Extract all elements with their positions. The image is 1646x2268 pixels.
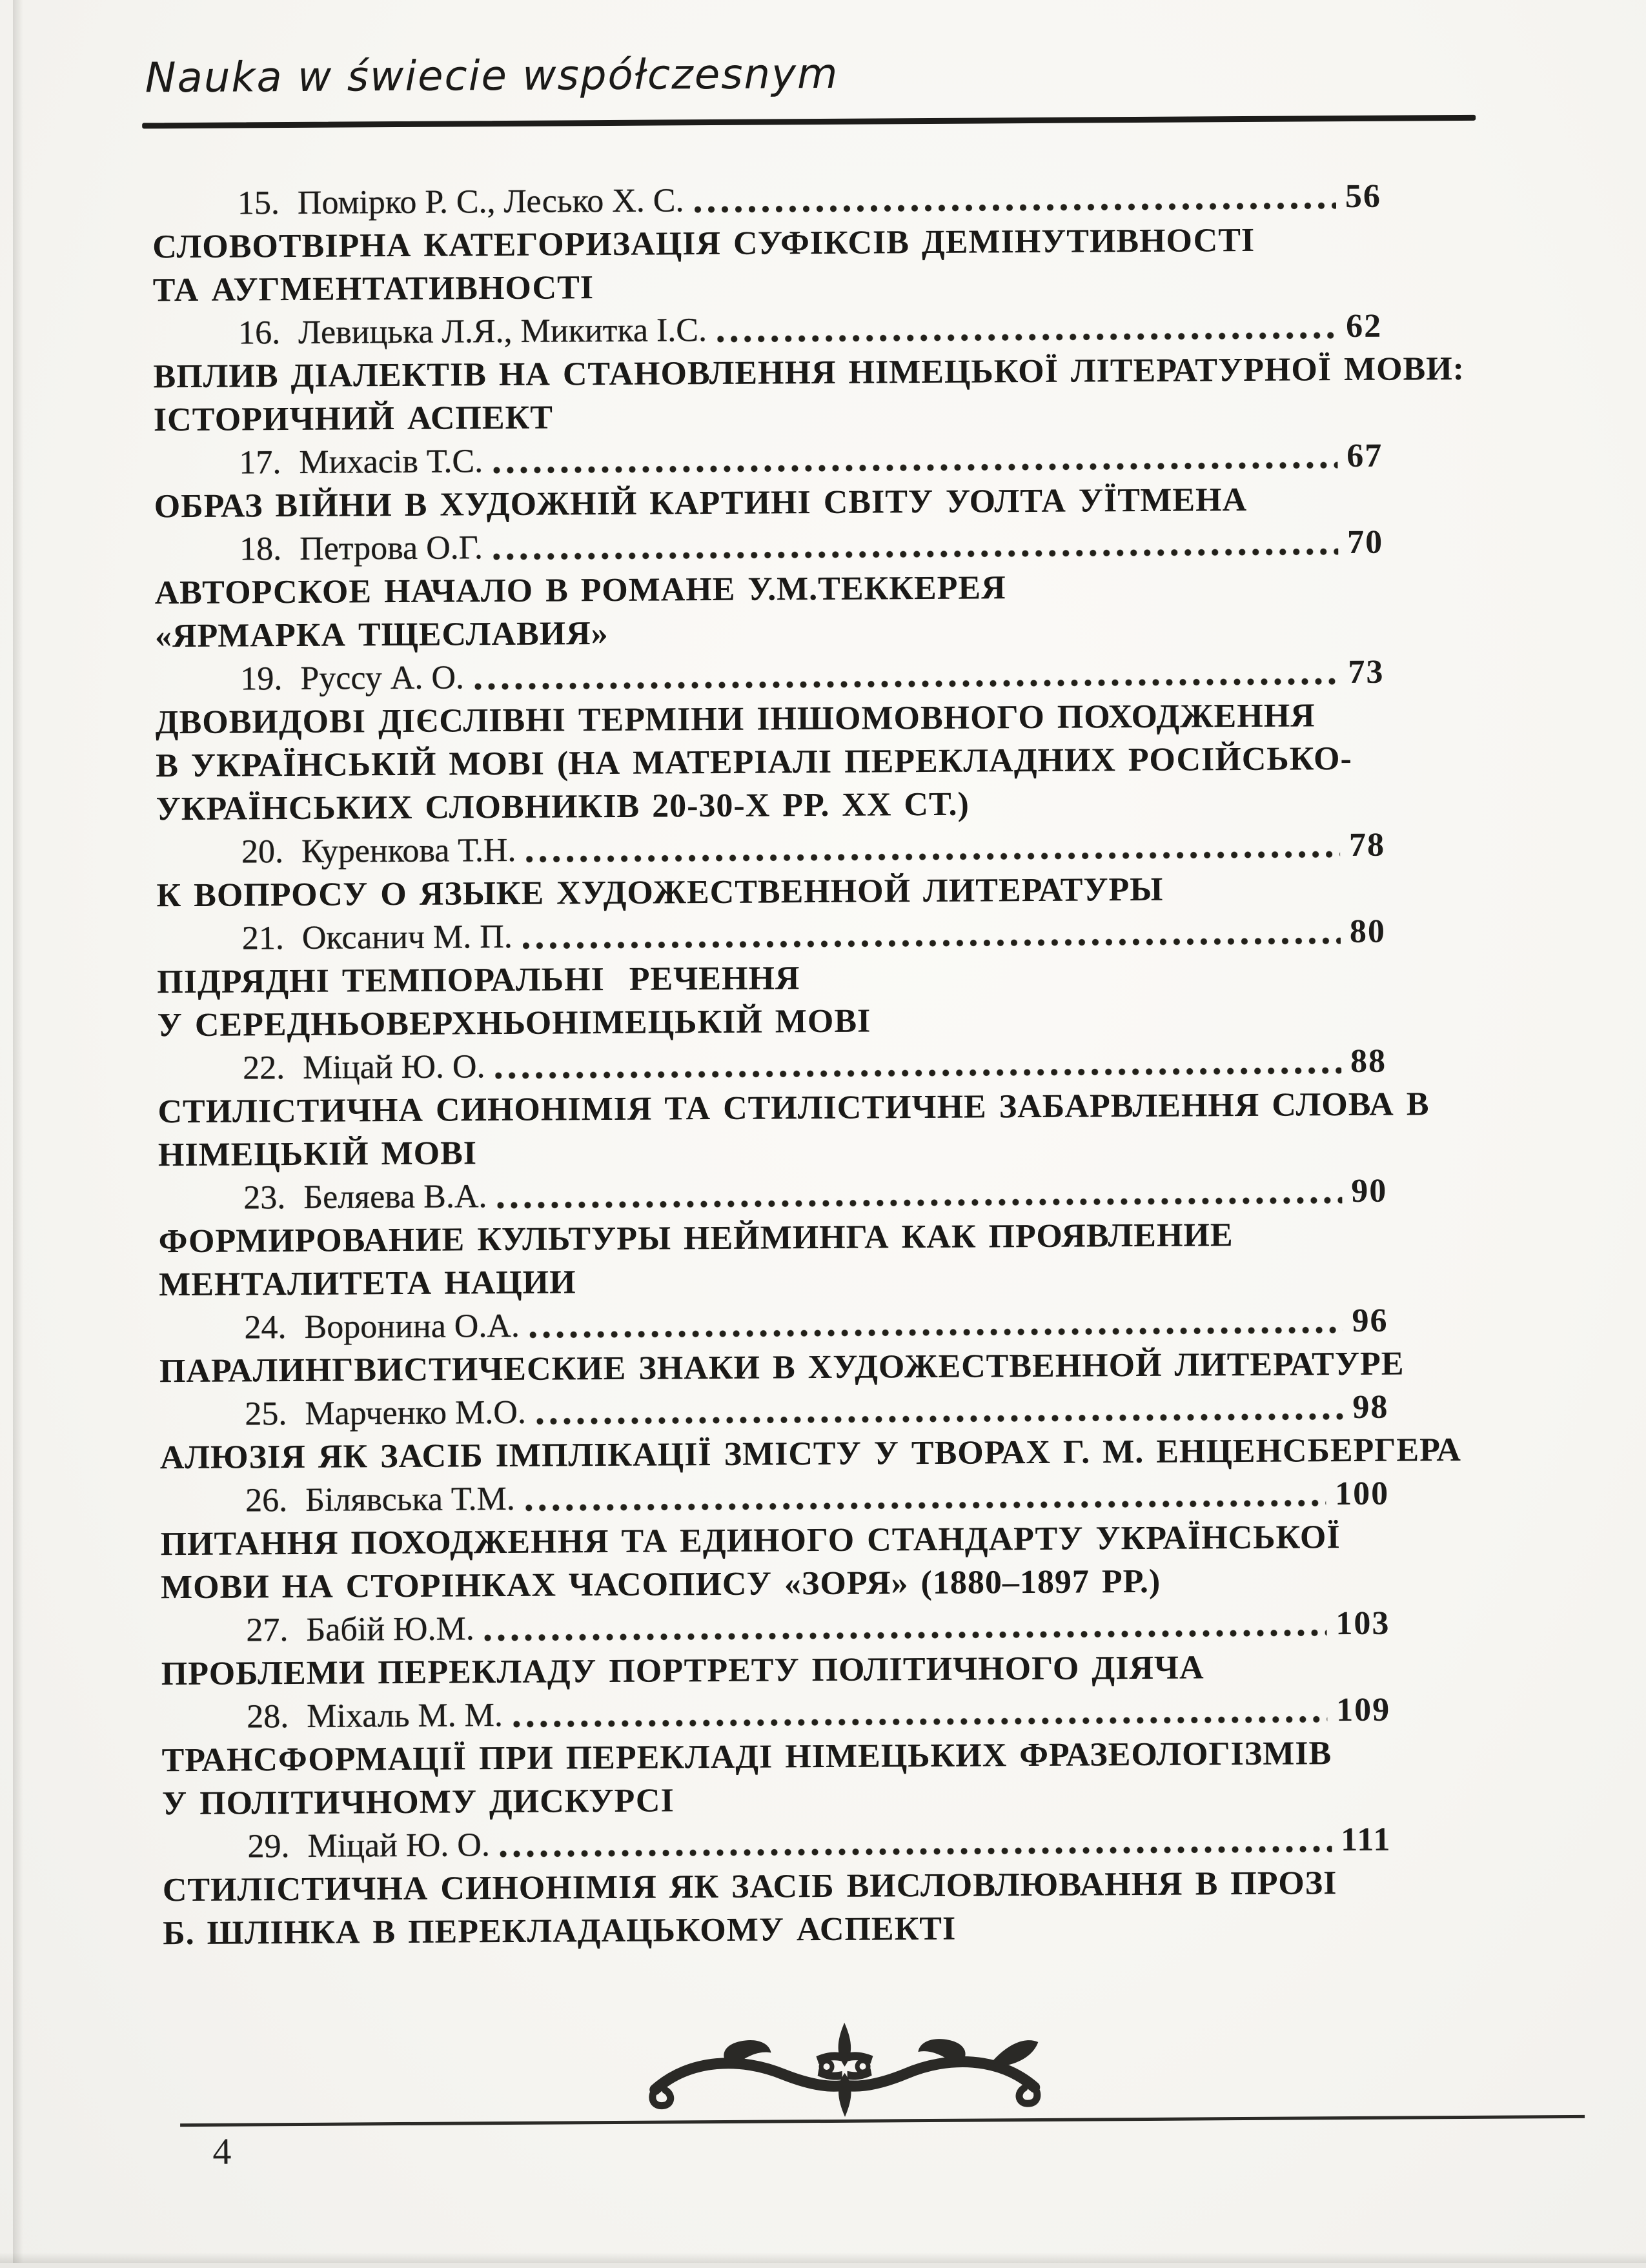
entry-title-line: АЛЮЗІЯ ЯК ЗАСІБ ІМПЛІКАЦІЇ ЗМІСТУ У ТВОРАХ Г. М. ЕНЦЕНСБЕРГЕРА <box>159 1431 1461 1477</box>
toc-entry <box>154 434 1485 529</box>
entry-number: 24. <box>244 1309 287 1346</box>
entry-title-line: У СЕРЕДНЬОВЕРХНЬОНІМЕЦЬКІЙ МОВІ <box>157 1002 871 1044</box>
entry-page-number: 90 <box>1351 1172 1388 1210</box>
entry-page-number: 67 <box>1346 437 1383 475</box>
toc-entry <box>157 1039 1489 1177</box>
entry-page-number: 78 <box>1348 826 1386 864</box>
dot-leader <box>493 461 1337 474</box>
dot-leader <box>513 1715 1327 1728</box>
entry-number: 29. <box>247 1828 290 1865</box>
entry-title-line: «ЯРМАРКА ТЩЕСЛАВИЯ» <box>154 615 609 655</box>
entry-title-line: СЛОВОТВІРНА КАТЕГОРИЗАЦІЯ СУФІКСІВ ДЕМІНУТИВНОСТІ <box>152 221 1255 266</box>
entry-page-number: 98 <box>1352 1388 1389 1426</box>
toc-entry <box>153 304 1485 442</box>
entry-number: 27. <box>246 1612 289 1649</box>
page-number-folio: 4 <box>212 2130 232 2172</box>
entry-title-line: ФОРМИРОВАНИЕ КУЛЬТУРЫ НЕЙМИНГА КАК ПРОЯВЛЕНИЕ <box>158 1217 1234 1261</box>
entry-page-number: 80 <box>1349 913 1387 951</box>
entry-authors: Беляева В.А. <box>303 1178 487 1216</box>
toc-entry <box>159 1299 1490 1393</box>
entry-title-line: МЕНТАЛИТЕТА НАЦИИ <box>158 1264 576 1304</box>
dot-leader <box>695 201 1336 214</box>
entry-page-number: 96 <box>1352 1302 1388 1340</box>
entry-author-row <box>159 1299 1490 1350</box>
entry-title-line: Б. ШЛІНКА В ПЕРЕКЛАДАЦЬКОМУ АСПЕКТІ <box>163 1910 957 1952</box>
entry-page-number: 100 <box>1334 1475 1390 1513</box>
entry-title-line: В УКРАЇНСЬКІЙ МОВІ (НА МАТЕРІАЛІ ПЕРЕКЛАДНИХ РОСІЙСЬКО- <box>156 740 1353 785</box>
toc-entry <box>161 1688 1493 1826</box>
entry-title-line: ПИТАННЯ ПОХОДЖЕННЯ ТА ЕДИНОГО СТАНДАРТУ УКРАЇНСЬКОЇ <box>160 1519 1341 1563</box>
dot-leader <box>536 1412 1344 1426</box>
toc-entry <box>159 1385 1491 1480</box>
entry-number: 20. <box>241 833 284 871</box>
entry-author-row <box>159 1385 1490 1437</box>
entry-author-row <box>157 909 1488 961</box>
entry-title-line: ІСТОРИЧНИЙ АСПЕКТ <box>153 399 554 439</box>
entry-page-number: 56 <box>1345 177 1382 216</box>
entry-page-number: 111 <box>1340 1821 1392 1859</box>
entry-author-row <box>157 1039 1489 1091</box>
entry-title-line: К ВОПРОСУ О ЯЗЫКЕ ХУДОЖЕСТВЕННОЙ ЛИТЕРАТУРЫ <box>156 871 1164 915</box>
toc-entry <box>156 823 1488 918</box>
toc-entry <box>152 174 1484 312</box>
entry-authors: Помірко Р. С., Лесько Х. С. <box>297 182 684 221</box>
entry-title-line: АВТОРСКОЕ НАЧАЛО В РОМАНЕ У.М.ТЕККЕРЕЯ <box>154 569 1006 612</box>
running-header-title: Nauka w świecie współczesnym <box>145 50 839 103</box>
decorative-flourish-ornament <box>631 2020 1058 2120</box>
dot-leader <box>493 547 1338 561</box>
entry-number: 28. <box>247 1698 289 1736</box>
dot-leader <box>474 677 1339 691</box>
entry-authors: Воронина О.А. <box>304 1307 520 1346</box>
entry-authors: Марченко М.О. <box>305 1393 527 1432</box>
entry-authors: Міхаль М. М. <box>307 1697 503 1735</box>
entry-author-row <box>156 823 1487 875</box>
entry-number: 23. <box>243 1179 286 1217</box>
entry-page-number: 70 <box>1346 523 1384 562</box>
dot-leader <box>717 331 1337 343</box>
entry-title-line: ВПЛИВ ДІАЛЕКТІВ НА СТАНОВЛЕННЯ НІМЕЦЬКОЇ ЛІТЕРАТУРНОЇ МОВИ: <box>153 350 1465 396</box>
entry-author-row <box>158 1169 1489 1220</box>
toc-entry <box>158 1169 1490 1307</box>
entry-authors: Куренкова Т.Н. <box>301 831 516 870</box>
entry-number: 21. <box>241 920 285 957</box>
entry-page-number: 88 <box>1350 1042 1387 1080</box>
toc-entry <box>154 520 1486 658</box>
entry-title-line: ТА АУГМЕНТАТИВНОСТІ <box>152 269 594 309</box>
entry-number: 18. <box>239 531 282 568</box>
entry-authors: Левицька Л.Я., Микитка І.С. <box>298 312 707 351</box>
entry-title-line: МОВИ НА СТОРІНКАХ ЧАСОПИСУ «ЗОРЯ» (1880–1897 РР.) <box>160 1563 1161 1606</box>
toc-entry <box>157 909 1489 1048</box>
toc-list <box>152 174 1494 1956</box>
entry-title-line: ОБРАЗ ВІЙНИ В ХУДОЖНІЙ КАРТИНІ СВІТУ УОЛТА УЇТМЕНА <box>154 481 1248 525</box>
entry-title-line: СТИЛІСТИЧНА СИНОНІМІЯ ЯК ЗАСІБ ВИСЛОВЛЮВАННЯ В ПРОЗІ <box>162 1865 1337 1909</box>
entry-number: 17. <box>239 444 281 481</box>
entry-number: 22. <box>242 1049 285 1087</box>
entry-author-row <box>160 1472 1491 1523</box>
entry-title-line: СТИЛІСТИЧНА СИНОНІМІЯ ТА СТИЛІСТИЧНЕ ЗАБАРВЛЕННЯ СЛОВА В <box>157 1086 1430 1131</box>
entry-number: 15. <box>237 185 280 222</box>
entry-title-line: ДВОВИДОВІ ДІЄСЛІВНІ ТЕРМІНИ ІНШОМОВНОГО ПОХОДЖЕННЯ <box>155 697 1316 742</box>
entry-title-line: ПАРАЛИНГВИСТИЧЕСКИЕ ЗНАКИ В ХУДОЖЕСТВЕННОЙ ЛИТЕРАТУРЕ <box>159 1345 1405 1390</box>
entry-author-row <box>162 1817 1493 1869</box>
entry-title-line: НІМЕЦЬКІЙ МОВІ <box>157 1135 478 1174</box>
entry-page-number: 73 <box>1348 653 1385 691</box>
entry-authors: Білявська Т.М. <box>305 1480 515 1519</box>
entry-title-line: ПРОБЛЕМИ ПЕРЕКЛАДУ ПОРТРЕТУ ПОЛІТИЧНОГО ДІЯЧА <box>161 1649 1204 1693</box>
entry-number: 26. <box>245 1482 288 1519</box>
entry-authors: Міцай Ю. О. <box>302 1048 485 1086</box>
entry-authors: Петрова О.Г. <box>300 529 483 567</box>
entry-authors: Бабій Ю.М. <box>306 1610 474 1648</box>
entry-authors: Міцай Ю. О. <box>307 1827 491 1865</box>
entry-page-number: 109 <box>1336 1691 1391 1729</box>
entry-page-number: 103 <box>1336 1605 1390 1643</box>
entry-title-line: УКРАЇНСЬКИХ СЛОВНИКІВ 20-30-Х РР. ХХ СТ.) <box>156 785 970 828</box>
entry-title-line: ПІДРЯДНІ ТЕМПОРАЛЬНІ РЕЧЕННЯ <box>157 960 800 1001</box>
entry-authors: Руссу А. О. <box>300 659 465 697</box>
entry-number: 19. <box>240 660 283 698</box>
entry-author-row <box>161 1601 1492 1653</box>
header-underline-rule <box>142 115 1476 129</box>
dot-leader <box>497 1196 1342 1210</box>
entry-author-row <box>161 1688 1492 1739</box>
entry-author-row <box>155 650 1486 702</box>
toc-entry <box>161 1601 1492 1696</box>
entry-number: 25. <box>245 1395 287 1433</box>
entry-authors: Оксанич М. П. <box>301 918 513 957</box>
entry-author-row <box>154 434 1485 485</box>
toc-entry <box>155 650 1487 831</box>
entry-author-row <box>154 520 1485 572</box>
entry-authors: Михасів Т.С. <box>299 443 483 481</box>
entry-number: 16. <box>238 314 281 352</box>
dot-leader <box>496 1066 1342 1080</box>
dot-leader <box>530 1326 1343 1339</box>
entry-title-line: ТРАНСФОРМАЦІЇ ПРИ ПЕРЕКЛАДІ НІМЕЦЬКИХ ФРАЗЕОЛОГІЗМІВ <box>161 1735 1332 1779</box>
entry-title-line: У ПОЛІТИЧНОМУ ДИСКУРСІ <box>161 1782 675 1823</box>
dot-leader <box>500 1845 1332 1858</box>
entry-author-row <box>153 304 1484 356</box>
dot-leader <box>523 937 1341 950</box>
toc-entry <box>162 1817 1494 1956</box>
entry-page-number: 62 <box>1345 307 1383 345</box>
dot-leader <box>525 1499 1326 1512</box>
toc-entry <box>160 1472 1492 1610</box>
entry-author-row <box>152 174 1483 226</box>
dot-leader <box>485 1628 1327 1642</box>
dot-leader <box>526 850 1340 864</box>
